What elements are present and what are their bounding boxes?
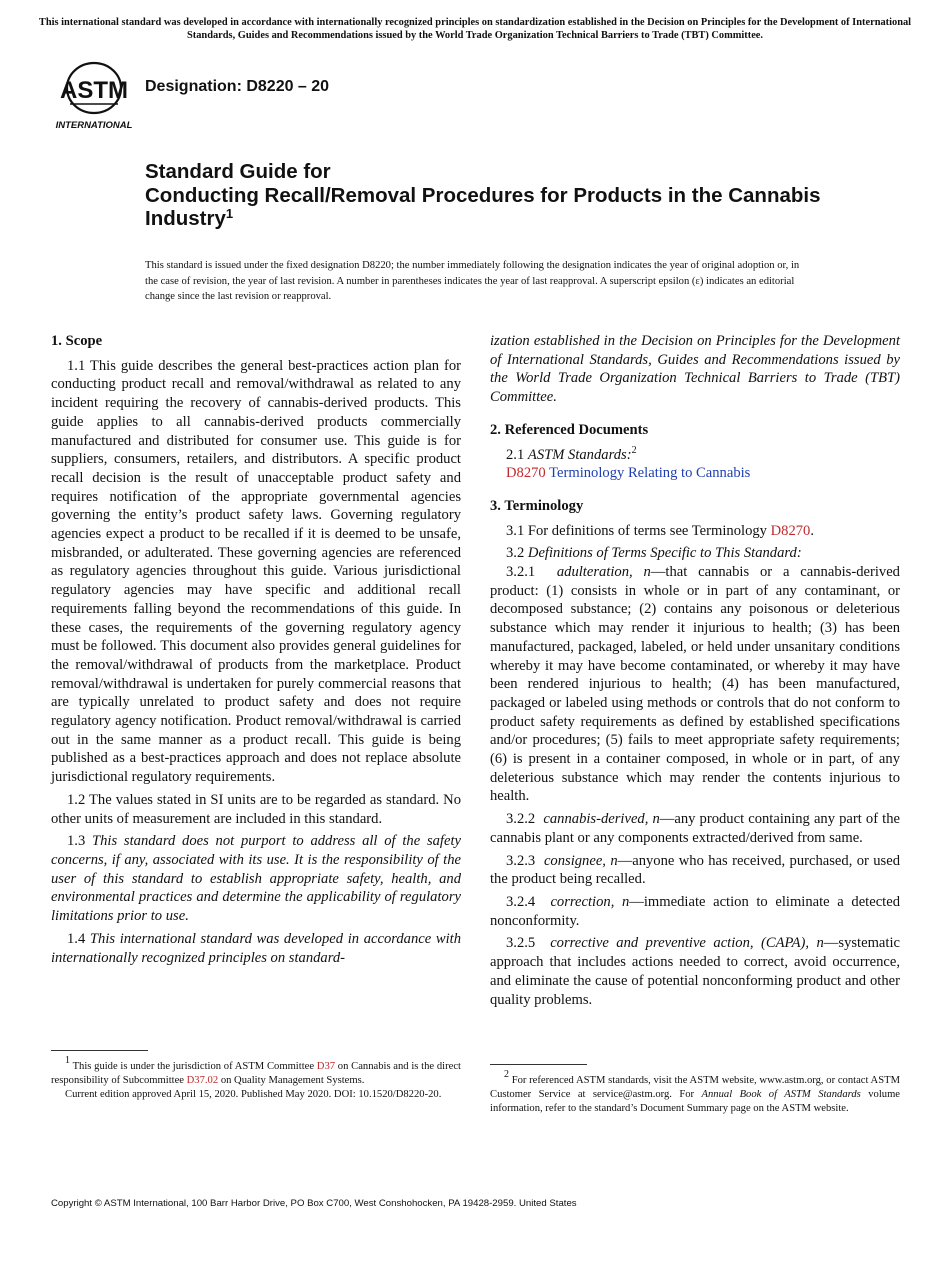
paragraph-3-1: 3.1 For definitions of terms see Terminology D8270.	[506, 522, 815, 539]
term-4-name: correction, n	[550, 893, 630, 910]
term-1-number: 3.2.1	[506, 564, 536, 581]
right-column	[490, 332, 900, 1009]
term-capa	[490, 934, 900, 1009]
paragraph-1-1: 1.1 This guide describes the general best-practices action plan for conducting product recall and removal/withdrawal as related to any incident requiring the recovery of cannabis-derived products. This guide applies to all cannabis-derived products commercially manufactured and distributed for consumer use. This guide is for suppliers, consumers, retailers, and distributors. A specific product recall decision is the result of unacceptable product safety and requires notification of the appropriate governmental agencies governing the entity’s product safety laws. Governing regulatory agencies expect a product to be recalled if it is deemed to be unsafe, misbranded, or adulterated. These governing agencies are referenced as regulatory agencies throughout this guide. Various jurisdictional regulatory agencies may have specific and additional recall requirements falling beyond the recommendations of this guide. In these cases, the requirements of the governing regulatory agency must be followed. This document also provides general guidelines for the removal/withdrawal of products from the marketplace. Product removal/withdrawal is undertaken for purely commercial reasons that are typically unrelated to product safety and does not require regulatory agency notification. Product removal/withdrawal is carried out in the same manner as a product recall. This guide is being published as a best-practices approach and does not replace absolute jurisdictional regulatory requirements.	[51, 357, 461, 786]
footnote-1-text-c: on Quality Management Systems.	[220, 1075, 365, 1086]
title-line-1: Standard Guide for	[145, 160, 331, 183]
paragraph-1-4-continued: ization established in the Decision on Principles for the Development of International Standards, Guides and Recommendations issued by the World Trade Organization Technical Barriers to Trade (TBT) Committee.	[490, 333, 900, 406]
section-3-heading: 3. Terminology	[490, 497, 584, 514]
term-correction	[490, 893, 900, 930]
paragraph-1-4-number: 1.4	[67, 930, 86, 947]
term-1-definition: —that cannabis or a cannabis-derived product: (1) consists in whole or in part of any contaminant, or decomposed substance; (2) contains any poisonous or deleterious substance which may render it injurious to health; (3) has been manufactured, packaged, labeled, or held under unsanitary conditions whereby it may have become contaminated, or whereby it may have been rendered injurious to health; (4) has been manufactured, packaged or labeled using methods or controls that do not conform to product safety requirements as defined by established specifications and/or procedures; (5) fails to meet appropriate safety requirements; (6) is present in a container composed, in whole or in part, of any deleterious substance which may render the contents injurious to health.	[490, 564, 900, 805]
left-column	[51, 332, 461, 967]
term-3-number: 3.2.3	[506, 852, 536, 869]
term-adulteration	[490, 563, 900, 806]
referenced-doc-code[interactable]: D8270	[506, 465, 546, 482]
term-5-definition: —systematic approach that includes actions needed to correct, avoid occurrence, and eliminate the cause of potential nonconforming product and other quality problems.	[490, 935, 900, 1008]
paragraph-3-2	[490, 544, 900, 563]
designation: Designation: D8220 – 20	[145, 78, 330, 95]
document-title	[145, 160, 865, 231]
term-1-name: adulteration, n	[556, 564, 651, 581]
top-notice: This international standard was developed in accordance with internationally recognized principles on standardization established in the Decision on Principles for the Development of International Standards, Guides and Recommendations issued by the World Trade Organization Technical Barriers to Trade (TBT) Committee.	[38, 17, 912, 41]
term-3-definition: —anyone who has received, purchased, or used the product being recalled.	[490, 852, 901, 888]
paragraph-3-2-label: Definitions of Terms Specific to This Standard:	[527, 545, 802, 562]
paragraph-1-3-number: 1.3	[67, 833, 86, 850]
footnote-2-mark: 2	[504, 1069, 509, 1080]
term-4-number: 3.2.4	[506, 893, 536, 910]
paragraph-2-1	[490, 446, 900, 465]
committee-link[interactable]: D37	[316, 1061, 336, 1072]
term-5-number: 3.2.5	[506, 935, 536, 952]
footnote-1	[51, 1055, 461, 1102]
paragraph-1-4-text: This international standard was developed in accordance with internationally recognized principles on standard-	[51, 930, 462, 966]
section-2-heading: 2. Referenced Documents	[490, 421, 649, 438]
term-4-definition: —immediate action to eliminate a detected nonconformity.	[490, 893, 901, 929]
paragraph-1-3-text: This standard does not purport to address all of the safety concerns, if any, associated with its use. It is the responsibility of the user of this standard to establish appropriate safety, health, and environmental practices and determine the applicability of regulatory limitations prior to use.	[51, 833, 461, 925]
paragraph-1-3	[51, 832, 461, 926]
logo-subtext: INTERNATIONAL	[55, 120, 133, 131]
subcommittee-link[interactable]: D37.02	[186, 1075, 219, 1086]
terminology-ref-link[interactable]: D8270	[770, 522, 811, 539]
term-3-name: consignee, n	[543, 852, 618, 869]
title-main: Conducting Recall/Removal Procedures for Products in the Cannabis Industry	[145, 183, 821, 230]
logo-letters: ASTM	[60, 77, 128, 104]
footnote-1-mark: 1	[65, 1055, 70, 1066]
term-2-name: cannabis-derived, n	[543, 811, 660, 828]
footnote-1-text-b: on Cannabis and is the direct responsibility of Subcommittee	[51, 1061, 461, 1086]
title-line-2	[145, 184, 865, 231]
section-1-heading: 1. Scope	[51, 333, 103, 349]
footnote-2-text-a: For referenced ASTM standards, visit the ASTM website, www.astm.org, or contact ASTM Customer Service at service@astm.org. For	[490, 1075, 900, 1100]
title-footnote-mark: 1	[225, 206, 234, 221]
footnote-rule-left	[51, 1050, 148, 1051]
referenced-doc[interactable]	[490, 464, 900, 483]
paragraph-3-2-number: 3.2	[506, 545, 525, 562]
footnote-rule-right	[490, 1064, 587, 1065]
footnote-1-edition: Current edition approved April 15, 2020. Published May 2020. DOI: 10.1520/D8220-20.	[65, 1089, 442, 1100]
footnote-2-text-b: volume information, refer to the standard’s Document Summary page on the ASTM website.	[490, 1089, 901, 1114]
astm-logo-icon	[52, 58, 136, 132]
paragraph-2-1-number: 2.1	[506, 446, 525, 463]
paragraph-3-1-text: 3.1 For definitions of terms see Terminology	[506, 522, 767, 539]
footnote-1-text-a: This guide is under the jurisdiction of ASTM Committee	[72, 1061, 315, 1072]
issued-note: This standard is issued under the fixed designation D8220; the number immediately following the designation indicates the year of original adoption or, in the case of revision, the year of last revision. A number in parentheses indicates the year of last reapproval. A superscript epsilon (ε) indicates an editorial change since the last revision or reapproval.	[145, 260, 800, 302]
astm-logo	[52, 58, 136, 132]
term-cannabis-derived	[490, 810, 900, 847]
astm-standards-label: ASTM Standards:	[527, 446, 632, 463]
footnote-2-book: Annual Book of ASTM Standards	[701, 1089, 861, 1100]
term-consignee	[490, 852, 900, 889]
paragraph-1-2: 1.2 The values stated in SI units are to be regarded as standard. No other units of measurement are included in this standard.	[51, 791, 461, 827]
referenced-doc-title[interactable]: Terminology Relating to Cannabis	[549, 465, 751, 482]
footnote-2	[490, 1069, 901, 1116]
copyright: Copyright © ASTM International, 100 Barr Harbor Drive, PO Box C700, West Conshohocken, PA 19428-2959. United States	[51, 1198, 577, 1209]
term-5-name: corrective and preventive action, (CAPA), n	[550, 935, 824, 952]
term-2-definition: —any product containing any part of the cannabis plant or any components extracted/derived from same.	[490, 811, 901, 846]
footnote-2-ref: 2	[631, 444, 637, 456]
term-2-number: 3.2.2	[506, 811, 536, 828]
paragraph-1-4	[51, 930, 461, 967]
